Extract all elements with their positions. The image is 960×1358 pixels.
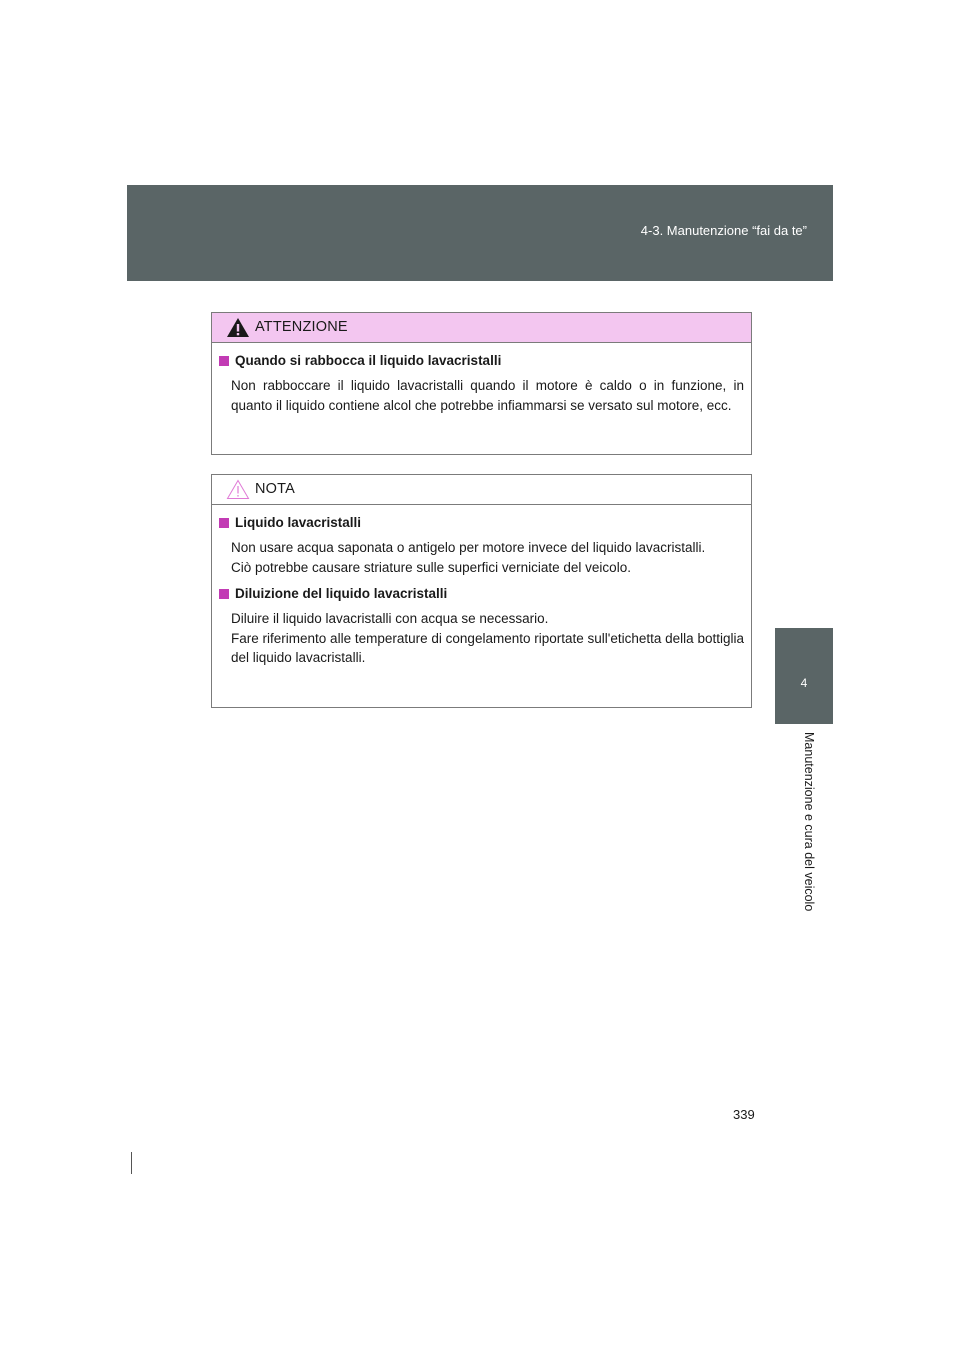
bullet-square-icon	[219, 518, 229, 528]
warning-item-text: Non rabboccare il liquido lavacristalli quando il motore è caldo o in funzione, in quanto il liquido contiene alcol che potrebbe infiammarsi se versato sul motore, ecc.	[231, 378, 744, 413]
chapter-label: Manutenzione e cura del veicolo	[802, 732, 816, 912]
warning-box-header	[212, 313, 751, 343]
bullet-square-icon	[219, 589, 229, 599]
crop-mark	[131, 1152, 132, 1174]
note-item-text: Ciò potrebbe causare striature sulle superfici verniciate del veicolo.	[231, 559, 631, 575]
note-item-text: Diluire il liquido lavacristalli con acqua se necessario.	[231, 611, 549, 626]
note-box-title: NOTA	[255, 481, 296, 497]
warning-triangle-outline-icon	[226, 479, 250, 500]
chapter-tab	[775, 628, 833, 724]
note-item-heading	[219, 586, 744, 601]
note-item-text: Non usare acqua saponata o antigelo per motore invece del liquido lavacristalli.	[231, 540, 706, 555]
header-band	[127, 185, 833, 281]
warning-item-heading-text: Quando si rabbocca il liquido lavacristalli	[235, 353, 502, 368]
note-item-heading-text: Diluizione del liquido lavacristalli	[235, 586, 448, 601]
page-number: 339	[733, 1107, 755, 1122]
note-item-heading-text: Liquido lavacristalli	[235, 515, 362, 530]
section-title: 4-3. Manutenzione “fai da te”	[640, 223, 807, 238]
bullet-square-icon	[219, 356, 229, 366]
note-box-header	[212, 475, 751, 505]
note-item-text: Fare riferimento alle temperature di congelamento riportate sull'etichetta della bottiglia del liquido lavacristalli.	[231, 630, 744, 665]
chapter-number: 4	[800, 676, 808, 690]
warning-box-title: ATTENZIONE	[255, 319, 348, 335]
warning-triangle-filled-icon	[226, 317, 250, 338]
note-box	[211, 474, 752, 708]
note-item-heading	[219, 515, 744, 530]
warning-box	[211, 312, 752, 455]
warning-item-heading	[219, 353, 744, 368]
